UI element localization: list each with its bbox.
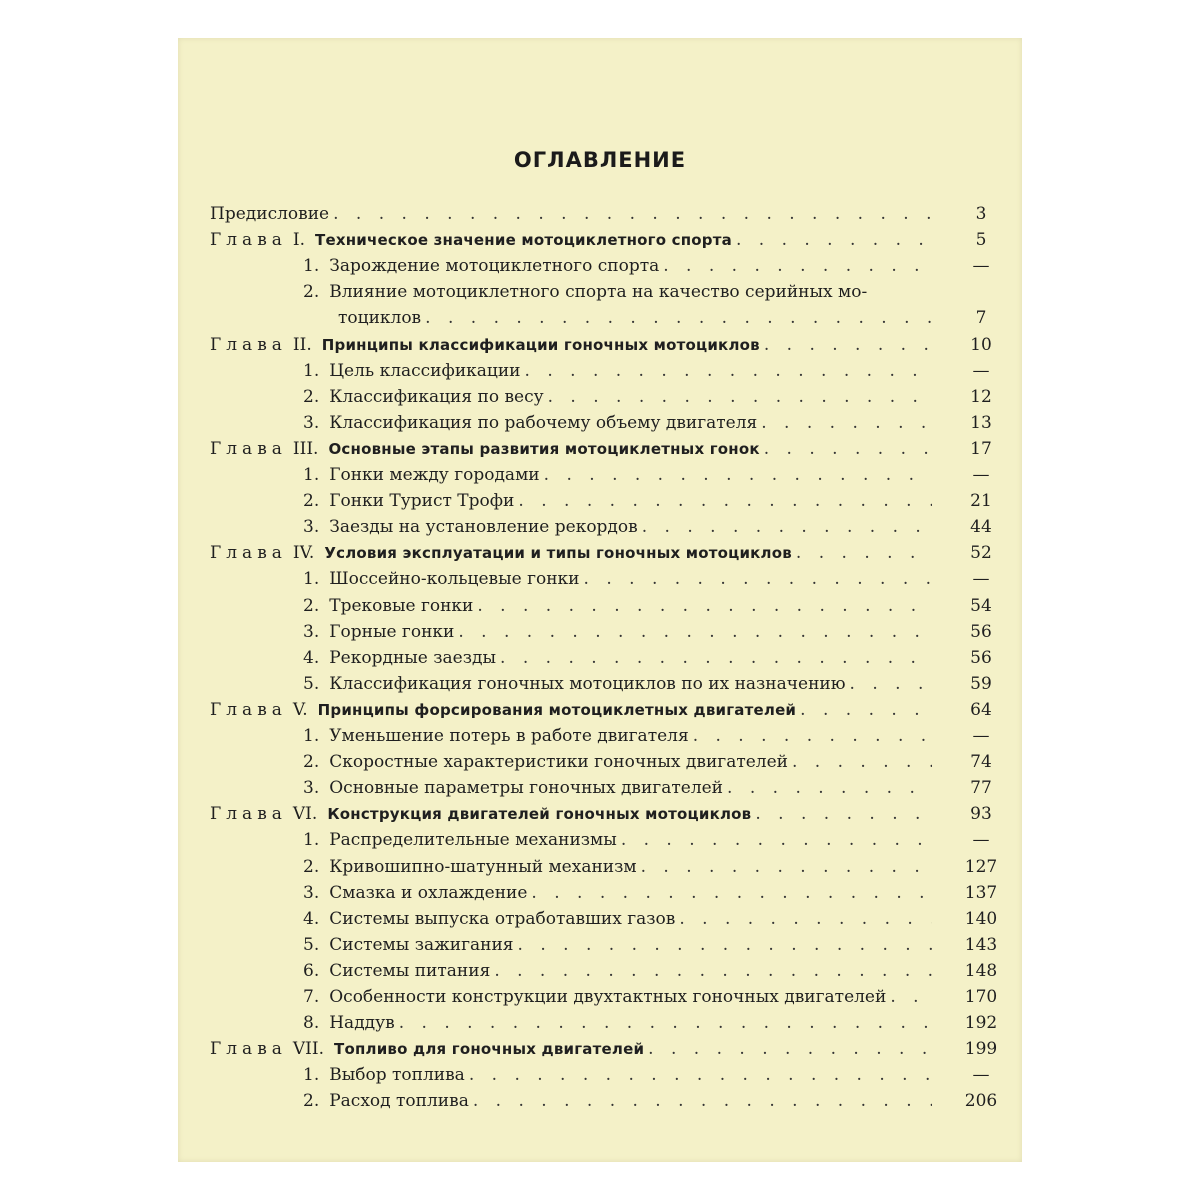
- dot-leader: [500, 645, 932, 671]
- section-title: Смазка и охлаждение: [329, 883, 528, 903]
- page-number: 127: [964, 857, 998, 877]
- toc-entry-label: [303, 1010, 395, 1036]
- dot-leader: [399, 1010, 932, 1036]
- chapter-numeral: I.: [292, 230, 306, 250]
- toc-entry-label: [303, 410, 757, 436]
- section-number: 3.: [303, 778, 320, 798]
- page-number: 44: [970, 517, 992, 537]
- page-number: 77: [970, 778, 992, 798]
- section-number: 5.: [303, 935, 320, 955]
- chapter-prefix: Глава: [210, 804, 287, 824]
- dot-leader: [727, 775, 932, 801]
- section-title: Рекордные заезды: [329, 648, 497, 668]
- section-number: 1.: [303, 465, 320, 485]
- toc-section-row: [303, 671, 936, 697]
- page-number: 17: [970, 439, 992, 459]
- toc-entry-label: [303, 827, 617, 853]
- chapter-numeral: V.: [292, 700, 308, 720]
- section-number: 2.: [303, 596, 320, 616]
- page-heading: ОГЛАВЛЕНИЕ: [513, 148, 687, 172]
- toc-section-row: [303, 749, 936, 775]
- dot-leader: [469, 1062, 932, 1088]
- dot-leader: [679, 906, 932, 932]
- toc-entry-label: [303, 775, 723, 801]
- dot-leader: [518, 488, 932, 514]
- entry-title: Предисловие: [210, 204, 330, 224]
- dot-leader: [494, 958, 932, 984]
- section-title: Цель классификации: [329, 361, 521, 381]
- toc-section-row: [303, 253, 936, 279]
- toc-entry-label: [303, 723, 689, 749]
- page-number: —: [972, 830, 990, 850]
- toc-entry-label: [210, 1036, 644, 1062]
- dot-leader: [890, 984, 932, 1010]
- toc-entry-label: [210, 201, 329, 227]
- toc-entry-label: [210, 540, 792, 566]
- section-title: Уменьшение потерь в работе двигателя: [329, 726, 689, 746]
- section-number: 3.: [303, 622, 320, 642]
- toc-entry-label: [210, 697, 796, 723]
- toc-section-row: [303, 358, 936, 384]
- page-number: 7: [975, 308, 987, 328]
- toc-section-row: [303, 1088, 936, 1114]
- section-title: Классификация по рабочему объему двигателя: [329, 413, 758, 433]
- section-number: 1.: [303, 361, 320, 381]
- section-number: 7.: [303, 987, 320, 1007]
- section-number: 4.: [303, 909, 320, 929]
- page-number: 74: [970, 752, 992, 772]
- page-number: 137: [964, 883, 998, 903]
- section-number: 1.: [303, 256, 320, 276]
- page-number: 64: [970, 700, 992, 720]
- dot-leader: [642, 514, 932, 540]
- toc-chapter-row: [210, 332, 936, 358]
- page-number: 56: [970, 648, 992, 668]
- dot-leader: [584, 566, 932, 592]
- toc-section-row: [303, 514, 936, 540]
- chapter-numeral: VII.: [292, 1039, 325, 1059]
- page-number: 206: [964, 1091, 998, 1111]
- section-number: 4.: [303, 648, 320, 668]
- section-number: 1.: [303, 569, 320, 589]
- chapter-prefix: Глава: [210, 230, 287, 250]
- chapter-numeral: III.: [292, 439, 319, 459]
- toc-section-row: [303, 462, 936, 488]
- page-number: 59: [970, 674, 992, 694]
- toc-entry-label: [303, 253, 659, 279]
- page-number: 13: [970, 413, 992, 433]
- page-number: 140: [964, 909, 998, 929]
- toc-section-row: [303, 775, 936, 801]
- toc-section-row: [303, 619, 936, 645]
- dot-leader: [458, 619, 932, 645]
- toc-section-row: [303, 906, 936, 932]
- page-number: —: [972, 465, 990, 485]
- dot-leader: [477, 593, 932, 619]
- toc-entry-label: [303, 619, 454, 645]
- section-title: Скоростные характеристики гоночных двигателей: [329, 752, 788, 772]
- chapter-numeral: II.: [292, 335, 312, 355]
- toc-entry-label: [303, 880, 527, 906]
- section-number: 2.: [303, 387, 320, 407]
- section-number: 2.: [303, 491, 320, 511]
- toc-entry-label: [303, 566, 580, 592]
- dot-leader: [531, 880, 932, 906]
- section-title: Наддув: [329, 1013, 395, 1033]
- page-number: 93: [970, 804, 992, 824]
- toc-section-row: [303, 1010, 936, 1036]
- section-number: 3.: [303, 883, 320, 903]
- section-number: 8.: [303, 1013, 320, 1033]
- chapter-prefix: Глава: [210, 700, 287, 720]
- section-title: Кривошипно-шатунный механизм: [329, 857, 637, 877]
- section-title: Распределительные механизмы: [329, 830, 617, 850]
- page-number: —: [972, 726, 990, 746]
- toc-entry-label: [303, 514, 638, 540]
- dot-leader: [525, 358, 932, 384]
- toc-entry-label: [210, 801, 751, 827]
- section-title: Шоссейно-кольцевые гонки: [329, 569, 580, 589]
- section-title: Выбор топлива: [329, 1065, 465, 1085]
- dot-leader: [425, 305, 932, 331]
- page-number: 54: [970, 596, 992, 616]
- toc-entry-label: [303, 906, 675, 932]
- section-number: 6.: [303, 961, 320, 981]
- page-number: 5: [975, 230, 987, 250]
- page-number: 143: [964, 935, 998, 955]
- section-number: 1.: [303, 1065, 320, 1085]
- toc-entry-label: [210, 332, 760, 358]
- toc-entry-row: [210, 201, 936, 227]
- page-number: 21: [970, 491, 992, 511]
- toc-chapter-row: [210, 540, 936, 566]
- page-number: —: [972, 1065, 990, 1085]
- toc-section-row: [303, 488, 936, 514]
- page-number: 56: [970, 622, 992, 642]
- toc-section-row: [303, 854, 936, 880]
- page-number: —: [972, 256, 990, 276]
- dot-leader: [548, 384, 932, 410]
- dot-leader: [764, 332, 932, 358]
- chapter-title: Топливо для гоночных двигателей: [334, 1040, 645, 1058]
- section-number: 5.: [303, 674, 320, 694]
- page-number: —: [972, 569, 990, 589]
- section-title: Зарождение мотоциклетного спорта: [329, 256, 660, 276]
- section-title: Основные параметры гоночных двигателей: [329, 778, 724, 798]
- dot-leader: [473, 1088, 932, 1114]
- dot-leader: [850, 671, 932, 697]
- toc-entry-label: [303, 749, 788, 775]
- toc-entry-label: [303, 645, 496, 671]
- dot-leader: [621, 827, 932, 853]
- toc-section-row: [303, 593, 936, 619]
- toc-section-row: [303, 958, 936, 984]
- section-title: Горные гонки: [329, 622, 455, 642]
- toc-entry-label: [303, 462, 540, 488]
- section-number: 3.: [303, 413, 320, 433]
- toc-chapter-row: [210, 1036, 936, 1062]
- section-number: 1.: [303, 726, 320, 746]
- dot-leader: [693, 723, 932, 749]
- toc-section-row: [303, 984, 936, 1010]
- toc-section-continuation: [338, 305, 936, 329]
- section-title: Системы выпуска отработавших газов: [329, 909, 676, 929]
- page-number: 199: [964, 1039, 998, 1059]
- page-number: 12: [970, 387, 992, 407]
- chapter-title: Принципы форсирования мотоциклетных двигателей: [317, 701, 797, 719]
- dot-leader: [648, 1036, 932, 1062]
- section-title: Гонки между городами: [329, 465, 540, 485]
- chapter-title: Основные этапы развития мотоциклетных гонок: [328, 440, 760, 458]
- toc-section-row: [303, 279, 936, 305]
- dot-leader: [544, 462, 932, 488]
- dot-leader: [641, 854, 932, 880]
- section-title-continuation: тоциклов: [338, 308, 422, 328]
- section-title: Системы зажигания: [329, 935, 514, 955]
- dot-leader: [761, 410, 932, 436]
- toc-entry-label: [303, 854, 637, 880]
- dot-leader: [800, 697, 932, 723]
- toc-entry-label: [303, 1088, 469, 1114]
- toc-entry-label: [303, 279, 867, 305]
- section-number: 2.: [303, 857, 320, 877]
- toc-entry-label: [303, 358, 521, 384]
- toc-entry-label: [303, 384, 544, 410]
- toc-section-row: [303, 932, 936, 958]
- section-title: Расход топлива: [329, 1091, 469, 1111]
- section-title: Особенности конструкции двухтактных гоночных двигателей: [329, 987, 887, 1007]
- toc-entry-label: [303, 984, 886, 1010]
- toc-section-row: [303, 880, 936, 906]
- dot-leader: [518, 932, 932, 958]
- section-title: Влияние мотоциклетного спорта на качество серийных мо-: [329, 282, 868, 302]
- section-number: 2.: [303, 752, 320, 772]
- page-number: 52: [970, 543, 992, 563]
- toc-section-row: [303, 566, 936, 592]
- section-title: Классификация гоночных мотоциклов по их назначению: [329, 674, 846, 694]
- chapter-title: Конструкция двигателей гоночных мотоциклов: [327, 805, 752, 823]
- toc-chapter-row: [210, 801, 936, 827]
- toc-entry-label: [303, 671, 846, 697]
- toc-section-row: [303, 645, 936, 671]
- section-number: 3.: [303, 517, 320, 537]
- section-number: 1.: [303, 830, 320, 850]
- toc-entry-label: [303, 488, 514, 514]
- dot-leader: [663, 253, 932, 279]
- toc-entry-label: [303, 1062, 465, 1088]
- chapter-prefix: Глава: [210, 335, 287, 355]
- toc-entry-label: [303, 932, 514, 958]
- section-title: Заезды на установление рекордов: [329, 517, 638, 537]
- page-number: 170: [964, 987, 998, 1007]
- toc-section-row: [303, 384, 936, 410]
- dot-leader: [792, 749, 932, 775]
- dot-leader: [333, 201, 932, 227]
- chapter-prefix: Глава: [210, 439, 287, 459]
- chapter-title: Принципы классификации гоночных мотоциклов: [321, 336, 760, 354]
- chapter-title: Условия эксплуатации и типы гоночных мотоциклов: [324, 544, 792, 562]
- section-title: Системы питания: [329, 961, 491, 981]
- toc-chapter-row: [210, 697, 936, 723]
- toc-chapter-row: [210, 436, 936, 462]
- toc-entry-label: [210, 436, 760, 462]
- dot-leader: [736, 227, 932, 253]
- section-title: Гонки Турист Трофи: [329, 491, 515, 511]
- toc-section-row: [303, 827, 936, 853]
- section-title: Трековые гонки: [329, 596, 474, 616]
- page-number: 10: [970, 335, 992, 355]
- toc-section-row: [303, 1062, 936, 1088]
- dot-leader: [796, 540, 932, 566]
- chapter-title: Техническое значение мотоциклетного спорта: [315, 231, 732, 249]
- toc-section-row: [303, 723, 936, 749]
- section-number: 2.: [303, 1091, 320, 1111]
- dot-leader: [755, 801, 932, 827]
- toc-entry-label: [303, 958, 490, 984]
- chapter-prefix: Глава: [210, 1039, 287, 1059]
- toc-entry-label: [210, 227, 732, 253]
- page-number: 192: [964, 1013, 998, 1033]
- section-number: 2.: [303, 282, 320, 302]
- dot-leader: [764, 436, 932, 462]
- section-title: Классификация по весу: [329, 387, 544, 407]
- toc-chapter-row: [210, 227, 936, 253]
- toc-entry-label: [303, 593, 473, 619]
- page-number: —: [972, 361, 990, 381]
- chapter-numeral: IV.: [292, 543, 315, 563]
- chapter-prefix: Глава: [210, 543, 287, 563]
- page-number: 148: [964, 961, 998, 981]
- toc-section-row: [303, 410, 936, 436]
- chapter-numeral: VI.: [292, 804, 318, 824]
- page-number: 3: [975, 204, 987, 224]
